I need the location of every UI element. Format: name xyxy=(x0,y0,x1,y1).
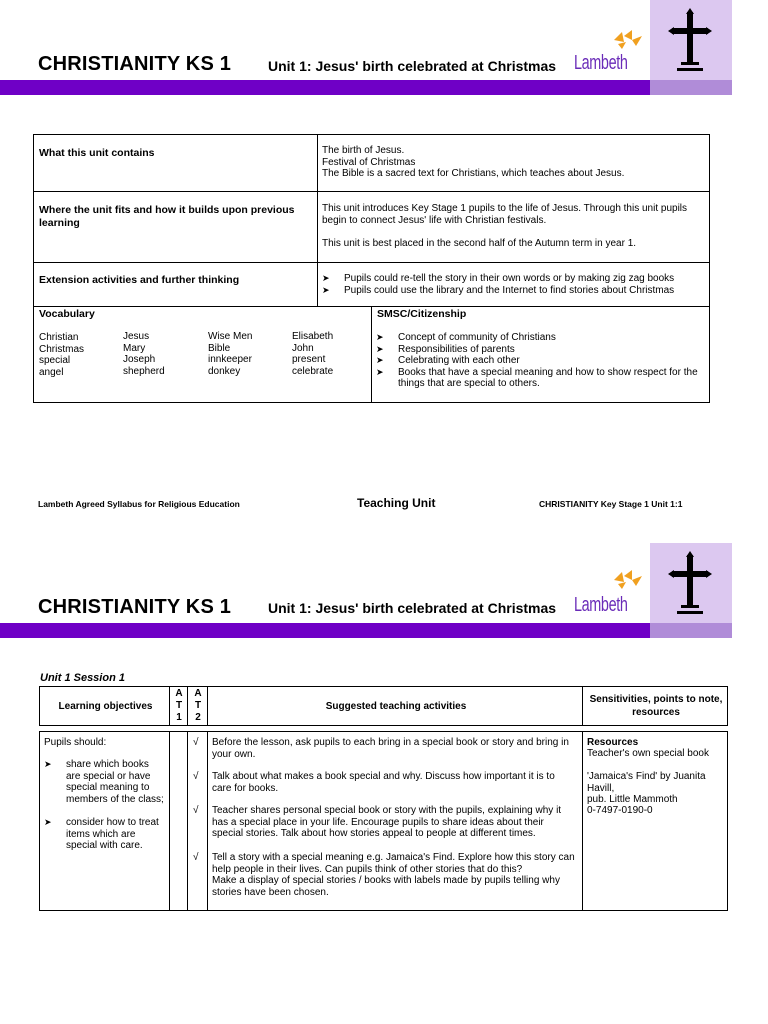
content-line: Festival of Christmas xyxy=(322,156,416,168)
vocab-column xyxy=(208,331,252,377)
activity-item: Teacher shares personal special book or story with the pupils, explaining why it has a special place in your life. Encourage pupils to share ideas about their special stories. Talk about how stories appeal to people at different times. xyxy=(212,805,562,839)
resources-label: Resources xyxy=(587,737,639,748)
tick-mark: √ xyxy=(193,771,199,782)
lambeth-logo: Lambeth xyxy=(574,52,628,74)
bullet-item: ➤ Celebrating with each other xyxy=(372,355,704,367)
vocab-word: angel xyxy=(39,366,64,378)
vocab-word: Wise Men xyxy=(208,331,253,342)
tick-mark: √ xyxy=(193,805,199,816)
overview-label-cell xyxy=(33,191,318,263)
footer-right: CHRISTIANITY Key Stage 1 Unit 1:1 xyxy=(539,499,683,509)
activity-item: Talk about what makes a book special and why. Discuss how important it is to care for books. xyxy=(212,771,555,794)
at1-header xyxy=(169,686,188,726)
header-bar xyxy=(0,623,732,638)
vocab-word: celebrate xyxy=(292,365,334,377)
resource-item: 'Jamaica's Find' by Juanita Havill, xyxy=(587,771,706,794)
row-label: Extension activities and further thinking xyxy=(39,274,240,286)
row-text xyxy=(322,145,702,180)
bullet-item: ➤ Responsibilities of parents xyxy=(372,344,704,356)
header-text: A T 1 xyxy=(175,688,183,723)
vocab-column xyxy=(123,331,165,377)
resource-item: Teacher's own special book xyxy=(587,748,709,759)
cross-panel-tail xyxy=(650,80,732,95)
activity-item: Before the lesson, ask pupils to each bring in a special book or story and bring in your own. xyxy=(212,737,569,760)
overview-label-cell xyxy=(33,134,318,192)
resource-item: 0-7497-0190-0 xyxy=(587,805,653,816)
vocab-word: shepherd xyxy=(123,365,165,377)
objectives-intro: Pupils should: xyxy=(44,737,107,748)
vocab-word: Jesus xyxy=(123,331,150,342)
overview-label-cell xyxy=(33,262,318,307)
page-title: CHRISTIANITY KS 1 xyxy=(38,596,232,618)
vocab-word: Bible xyxy=(208,342,231,354)
header-text: A T 2 xyxy=(194,688,202,723)
notes-cell xyxy=(582,731,728,911)
overview-content-cell xyxy=(317,262,710,307)
bullet-item: ➤ Pupils could re-tell the story in their own words or by making zig zag books xyxy=(318,273,703,285)
tick-mark: √ xyxy=(193,852,199,863)
bullet-item: ➤ Books that have a special meaning and how to show respect for the things that are special to others. xyxy=(372,367,704,390)
row-text: This unit introduces Key Stage 1 pupils to the life of Jesus. Through this unit pupils begin to connect Jesus' life with Christian festivals. xyxy=(322,203,688,226)
overview-content-cell xyxy=(317,191,710,263)
activities-cell xyxy=(207,731,583,911)
vocab-column xyxy=(292,331,333,377)
smsc-label: SMSC/Citizenship xyxy=(377,308,467,320)
bullet-list xyxy=(40,759,166,852)
footer-center: Teaching Unit xyxy=(357,496,436,510)
bullet-list xyxy=(372,332,704,390)
vocab-word: Christian xyxy=(39,332,79,343)
bullet-list xyxy=(318,273,703,296)
bullet-item: ➤ share which books are special or have special meaning to members of the class; xyxy=(40,759,166,805)
vocabulary-label: Vocabulary xyxy=(39,308,95,320)
vocab-word: Mary xyxy=(123,342,146,354)
vocab-word: innkeeper xyxy=(208,354,252,365)
at2-header xyxy=(187,686,208,726)
vocab-word: Elisabeth xyxy=(292,331,334,342)
header-text: Suggested teaching activities xyxy=(325,701,467,712)
at1-cell xyxy=(169,731,188,911)
content-line: The Bible is a sacred text for Christians, which teaches about Jesus. xyxy=(322,168,625,179)
vocab-word: special xyxy=(39,355,71,366)
cross-icon xyxy=(666,551,714,619)
lambeth-logo-mark-icon xyxy=(610,566,646,590)
vocab-word: Christmas xyxy=(39,343,85,355)
unit-title: Unit 1: Jesus' birth celebrated at Christmas xyxy=(268,58,557,74)
vocabulary-cell xyxy=(33,306,372,403)
vocab-word: John xyxy=(292,342,314,354)
vocab-column xyxy=(39,332,84,378)
vocab-word: Joseph xyxy=(123,354,156,365)
header-text: Sensitivities, points to note, resources xyxy=(589,694,723,718)
page-title: CHRISTIANITY KS 1 xyxy=(38,53,232,75)
objectives-cell xyxy=(39,731,170,911)
row-label: Where the unit fits and how it builds upon previous learning xyxy=(39,204,295,229)
cross-panel-tail xyxy=(650,623,732,638)
resource-item: pub. Little Mammoth xyxy=(587,794,678,805)
at2-cell xyxy=(187,731,208,911)
lambeth-logo-mark-icon xyxy=(610,26,646,50)
objectives-header xyxy=(39,686,170,726)
bullet-item: ➤ Pupils could use the library and the Internet to find stories about Christmas xyxy=(318,285,703,297)
header-bar xyxy=(0,80,732,95)
bullet-item: ➤ Concept of community of Christians xyxy=(372,332,704,344)
overview-content-cell xyxy=(317,134,710,192)
header-text: Learning objectives xyxy=(58,701,153,712)
footer-left: Lambeth Agreed Syllabus for Religious Education xyxy=(38,499,240,509)
vocab-word: donkey xyxy=(208,365,241,377)
activity-item: Tell a story with a special meaning e.g. Jamaica's Find. Explore how this story can help people in their lives. Can pupils think of other stories that do this? Make a display of special stories / books with labels made by pupils telling why stories have been chosen. xyxy=(212,852,575,898)
content-line: The birth of Jesus. xyxy=(322,145,405,156)
row-label: What this unit contains xyxy=(39,147,155,159)
cross-icon xyxy=(666,8,714,76)
activities-header xyxy=(207,686,583,726)
session-title: Unit 1 Session 1 xyxy=(40,672,125,684)
unit-title: Unit 1: Jesus' birth celebrated at Christmas xyxy=(268,600,557,616)
notes-header xyxy=(582,686,728,726)
vocab-word: present xyxy=(292,354,326,365)
smsc-cell xyxy=(371,306,710,403)
tick-mark: √ xyxy=(193,737,199,748)
lambeth-logo: Lambeth xyxy=(574,594,628,616)
bullet-item: ➤ consider how to treat items which are special with care. xyxy=(40,817,166,852)
row-text: This unit is best placed in the second half of the Autumn term in year 1. xyxy=(322,238,637,249)
